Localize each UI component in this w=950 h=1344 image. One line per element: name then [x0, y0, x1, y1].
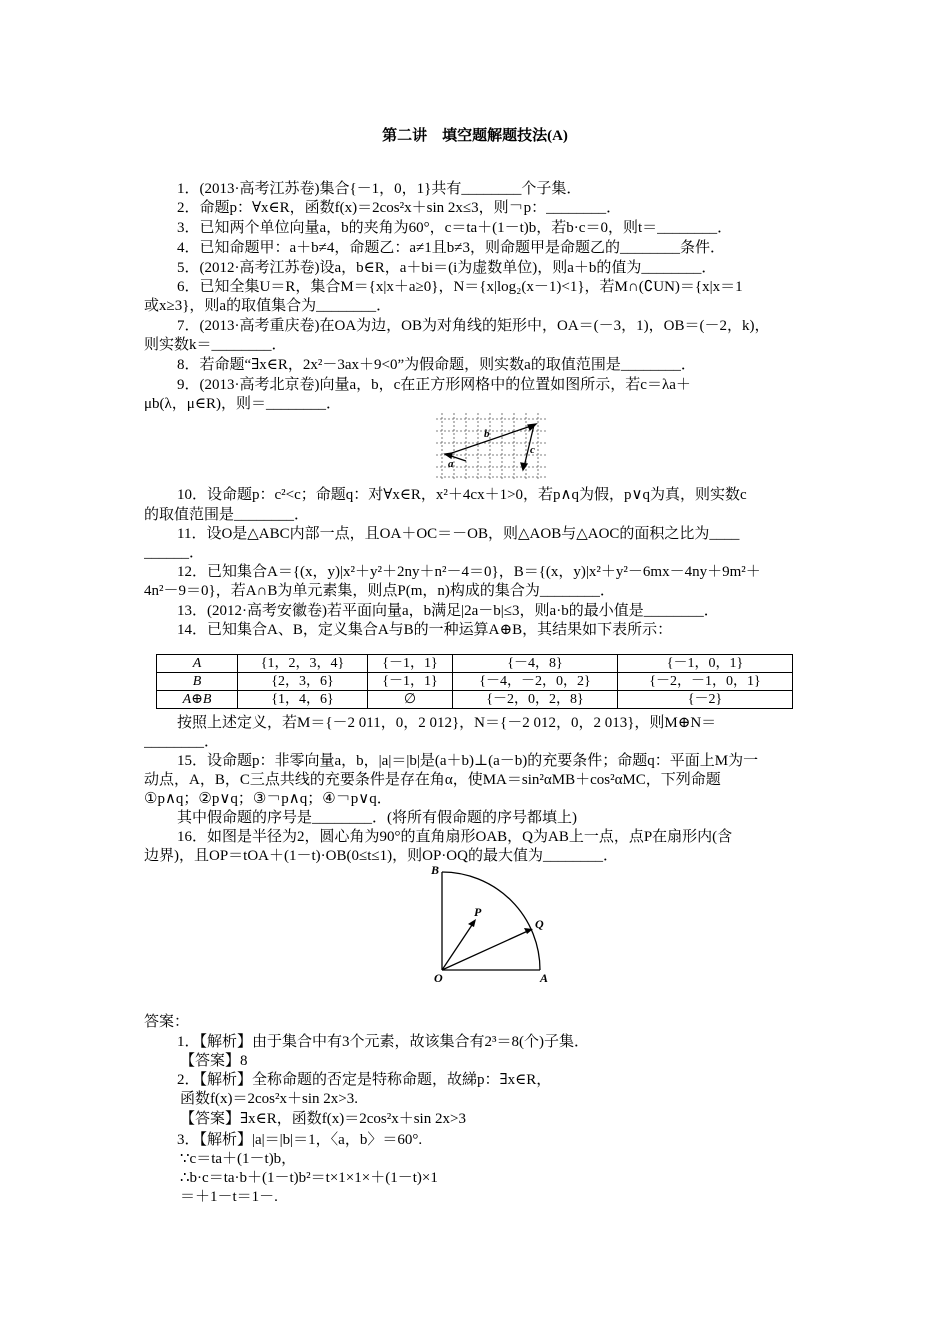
- problem-8: 8．若命题“∃x∈R，2x²－3ax＋9<0”为假命题，则实数a的取值范围是________．: [177, 357, 696, 373]
- problem-12: 12．已知集合A＝{(x，y)|x²＋y²＋2ny＋n²－4＝0}，B＝{(x，y)|x²＋y²－6mx－4ny＋9m²＋: [177, 564, 761, 580]
- table-row: [157, 691, 793, 709]
- table-cell: {－4，8}: [453, 655, 618, 673]
- problem-2: 2．命题p：∀x∈R，函数f(x)＝2cos²x＋sin 2x≤3，则￢p：________．: [177, 200, 622, 216]
- answer-1-analysis: 1．【解析】由于集合中有3个元素，故该集合有2³＝8(个)子集．: [177, 1034, 589, 1050]
- table-cell: {－4，－2，0，2}: [453, 673, 618, 691]
- table-row: [157, 673, 793, 691]
- problem-7: 7．(2013·高考重庆卷)在OA为边，OB为对角线的矩形中，OA＝(－3，1)，OB＝(－2，k)，: [177, 318, 770, 334]
- table-cell: B: [157, 673, 238, 691]
- table-cell: A: [157, 655, 238, 673]
- answer-2-result: 【答案】∃x∈R，函数f(x)＝2cos²x＋sin 2x>3: [180, 1111, 466, 1127]
- table-cell: {2，3，6}: [238, 673, 368, 691]
- problem-15-cont: 动点，A，B，C三点共线的充要条件是存在角α，使MA＝sin²αMB＋cos²αMC，下列命题: [144, 772, 721, 788]
- problem-9-cont: μb(λ，μ∈R)，则＝________．: [144, 396, 341, 412]
- answer-3-step2: ∴b·c＝ta·b＋(1－t)b²＝t×1×1×＋(1－t)×1: [180, 1170, 438, 1186]
- answers-heading: 答案：: [144, 1014, 190, 1030]
- point-a-label: A: [540, 971, 549, 985]
- problem-11: 11．设O是△ABC内部一点，且OA＋OC＝－OB，则△AOB与△AOC的面积之比为____: [177, 526, 740, 542]
- problem-15-options: ①p∧q；②p∨q；③￢p∧q；④￢p∨q．: [144, 791, 392, 807]
- table-cell: {－2，0，2，8}: [453, 691, 618, 709]
- problem-14-cont2: ________．: [144, 734, 220, 750]
- problem-15-question: 其中假命题的序号是________．(将所有假命题的序号都填上): [177, 810, 577, 826]
- table-cell: {1，2，3，4}: [238, 655, 368, 673]
- point-b-label: B: [431, 863, 440, 877]
- table-cell: {－2}: [618, 691, 793, 709]
- point-p-label: P: [474, 905, 482, 919]
- table-cell: {－1，1}: [368, 673, 453, 691]
- page-title: 第二讲 填空题解题技法(A): [382, 128, 568, 144]
- grid-vector-figure: [432, 411, 552, 481]
- table-row: [157, 655, 793, 673]
- answer-3-analysis: 3．【解析】|a|＝|b|＝1，〈a，b〉＝60°.: [177, 1132, 423, 1148]
- problem-6-cont: 或x≥3}，则a的取值集合为________．: [144, 298, 392, 314]
- table-cell: {－1，1}: [368, 655, 453, 673]
- operation-table: [156, 654, 793, 709]
- point-o-label: O: [434, 971, 443, 985]
- problem-10: 10．设命题p：c²<c；命题q：对∀x∈R，x²＋4cx＋1>0，若p∧q为假，p∨q为真，则实数c: [177, 487, 747, 503]
- problem-3: 3．已知两个单位向量a，b的夹角为60°，c＝ta＋(1－t)b，若b·c＝0，则t＝________．: [177, 220, 733, 236]
- vector-a-label: a: [448, 458, 454, 470]
- problem-7-cont: 则实数k＝________．: [144, 337, 287, 353]
- problem-11-cont: ______．: [144, 545, 205, 561]
- vector-b-label: b: [484, 428, 490, 440]
- answer-3-step1: ∵c＝ta＋(1－t)b，: [180, 1151, 297, 1167]
- vector-c-label: c: [530, 444, 535, 456]
- answer-2-analysis: 2．【解析】全称命题的否定是特称命题，故綈p：∃x∈R，: [177, 1072, 552, 1088]
- problem-14: 14．已知集合A、B，定义集合A与B的一种运算A⊕B，其结果如下表所示：: [177, 622, 673, 638]
- table-cell: ∅: [368, 691, 453, 709]
- problem-4: 4．已知命题甲：a＋b≠4，命题乙：a≠1且b≠3，则命题甲是命题乙的________条件．: [177, 240, 726, 256]
- problem-1: 1．(2013·高考江苏卷)集合{－1，0，1}共有________个子集．: [177, 181, 582, 197]
- problem-12-cont: 4n²－9＝0}，若A∩B为单元素集，则点P(m，n)构成的集合为________．: [144, 583, 615, 599]
- table-cell: A⊕B: [157, 691, 238, 709]
- answer-1-result: 【答案】8: [180, 1053, 248, 1069]
- answer-3-step3: ＝＋1－t＝1－.: [180, 1189, 278, 1205]
- problem-9: 9．(2013·高考北京卷)向量a，b，c在正方形网格中的位置如图所示，若c＝λa＋: [177, 377, 691, 393]
- problem-16: 16．如图是半径为2，圆心角为90°的直角扇形OAB，Q为AB上一点，点P在扇形内(含: [177, 829, 733, 845]
- problem-10-cont: 的取值范围是________．: [144, 507, 310, 523]
- point-q-label: Q: [535, 917, 544, 931]
- problem-14-cont: 按照上述定义，若M＝{－2 011，0，2 012}，N＝{－2 012，0，2 013}，则M⊕N＝: [177, 715, 717, 731]
- problem-15: 15．设命题p：非零向量a，b，|a|＝|b|是(a＋b)⊥(a－b)的充要条件；命题q：平面上M为一: [177, 753, 759, 769]
- table-cell: {1，4，6}: [238, 691, 368, 709]
- problem-5: 5．(2012·高考江苏卷)设a，b∈R，a＋bi＝(i为虚数单位)，则a＋b的值为________．: [177, 260, 717, 276]
- answer-2-cont: 函数f(x)＝2cos²x＋sin 2x>3.: [180, 1091, 358, 1107]
- problem-6: 6．已知全集U＝R，集合M＝{x|x＋a≥0}，N＝{x|log₂(x－1)<1}，若M∩(∁UN)＝{x|x＝1: [177, 279, 743, 295]
- problem-16-cont: 边界)，且OP＝tOA＋(1－t)·OB(0≤t≤1)，则OP·OQ的最大值为________．: [144, 848, 618, 864]
- table-cell: {－2，－1，0，1}: [618, 673, 793, 691]
- problem-13: 13．(2012·高考安徽卷)若平面向量a，b满足|2a－b|≤3，则a·b的最小值是________．: [177, 603, 719, 619]
- sector-figure: [428, 862, 558, 986]
- table-cell: {－1，0，1}: [618, 655, 793, 673]
